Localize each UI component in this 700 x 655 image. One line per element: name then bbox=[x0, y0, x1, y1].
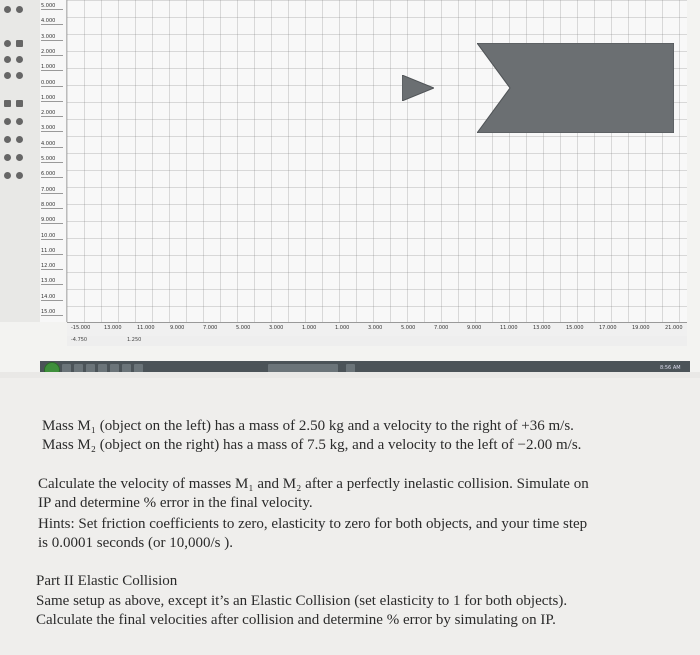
tool-icon[interactable] bbox=[4, 72, 11, 79]
taskbar-button[interactable] bbox=[74, 364, 83, 372]
ruler-tick-label: -15.000 bbox=[71, 325, 91, 331]
taskbar-button[interactable] bbox=[122, 364, 131, 372]
ruler-tick-label: 3.000 bbox=[41, 34, 63, 41]
tool-icon[interactable] bbox=[16, 56, 23, 63]
tool-icon[interactable] bbox=[4, 40, 11, 47]
tool-palette bbox=[0, 0, 41, 322]
ruler-tick-label: 3.000 bbox=[269, 325, 284, 331]
object-m1-triangle[interactable] bbox=[402, 75, 434, 101]
ruler-tick-label: 5.000 bbox=[236, 325, 251, 331]
taskbar-button[interactable] bbox=[62, 364, 71, 372]
ruler-tick-label: 10.00 bbox=[41, 233, 63, 240]
ruler-tick-label: 14.00 bbox=[41, 294, 63, 301]
ruler-tick-label: 9.000 bbox=[41, 217, 63, 224]
ruler-tick-label: 11.00 bbox=[41, 248, 63, 255]
workspace-grid[interactable] bbox=[67, 0, 687, 322]
ruler-tick-label: 15.00 bbox=[41, 309, 63, 316]
ruler-tick-label: 12.00 bbox=[41, 263, 63, 270]
ruler-tick-label: 5.000 bbox=[401, 325, 416, 331]
tool-icon[interactable] bbox=[4, 154, 11, 161]
ruler-tick-label: 19.000 bbox=[632, 325, 650, 331]
taskbar-button[interactable] bbox=[110, 364, 119, 372]
coordinate-readout bbox=[67, 336, 687, 346]
taskbar-app-icon[interactable] bbox=[346, 364, 355, 372]
tool-icon[interactable] bbox=[16, 40, 23, 47]
tool-icon[interactable] bbox=[16, 6, 23, 13]
horizontal-ruler bbox=[67, 322, 687, 337]
y-coordinate: 1.250 bbox=[127, 337, 142, 343]
ruler-tick-label: 11.000 bbox=[137, 325, 155, 331]
ruler-tick-label: 1.000 bbox=[302, 325, 317, 331]
ruler-tick-label: 4.000 bbox=[41, 18, 63, 25]
problem-line-m2: Mass M₂ (object on the right) has a mass of 7.5 kg, and a velocity to the left of −2.00 m/s. bbox=[42, 437, 582, 453]
ruler-tick-label: 9.000 bbox=[467, 325, 482, 331]
ruler-tick-label: 1.000 bbox=[335, 325, 350, 331]
taskbar-app-button[interactable] bbox=[268, 364, 338, 372]
x-coordinate: -4.750 bbox=[71, 337, 88, 343]
ruler-tick-label: 21.000 bbox=[665, 325, 683, 331]
ruler-tick-label: 13.00 bbox=[41, 278, 63, 285]
ruler-tick-label: 8.000 bbox=[41, 202, 63, 209]
ruler-tick-label: 4.000 bbox=[41, 141, 63, 148]
ruler-tick-label: 7.000 bbox=[434, 325, 449, 331]
tool-icon[interactable] bbox=[16, 72, 23, 79]
tool-icon[interactable] bbox=[4, 100, 11, 107]
taskbar-button[interactable] bbox=[86, 364, 95, 372]
tray-clock: 8:56 AM bbox=[660, 365, 681, 371]
tool-icon[interactable] bbox=[16, 136, 23, 143]
ruler-tick-label: 17.000 bbox=[599, 325, 617, 331]
ruler-tick-label: 7.000 bbox=[203, 325, 218, 331]
taskbar-button[interactable] bbox=[98, 364, 107, 372]
ruler-tick-label: 0.000 bbox=[41, 80, 63, 87]
ruler-tick-label: 3.000 bbox=[368, 325, 383, 331]
start-button[interactable] bbox=[44, 362, 60, 372]
problem-hint-line2: is 0.0001 seconds (or 10,000/s ). bbox=[38, 535, 233, 551]
vertical-ruler bbox=[40, 0, 67, 322]
part2-line1: Same setup as above, except it’s an Elastic Collision (set elasticity to 1 for both objects). bbox=[36, 593, 568, 609]
tool-icon[interactable] bbox=[4, 136, 11, 143]
problem-hint-line1: Hints: Set friction coefficients to zero, elasticity to zero for both objects, and your time step bbox=[38, 516, 588, 532]
ruler-tick-label: 2.000 bbox=[41, 110, 63, 117]
tool-icon[interactable] bbox=[4, 6, 11, 13]
ruler-tick-label: 11.000 bbox=[500, 325, 518, 331]
ruler-tick-label: 7.000 bbox=[41, 187, 63, 194]
problem-task-line1: Calculate the velocity of masses M₁ and M₂ after a perfectly inelastic collision. Simulate on bbox=[38, 476, 589, 492]
ruler-tick-label: 15.000 bbox=[566, 325, 584, 331]
taskbar bbox=[40, 361, 690, 372]
part2-line2: Calculate the final velocities after collision and determine % error by simulating on IP. bbox=[36, 612, 556, 628]
tool-icon[interactable] bbox=[4, 172, 11, 179]
ruler-tick-label: 2.000 bbox=[41, 49, 63, 56]
ruler-tick-label: 1.000 bbox=[41, 95, 63, 102]
tool-icon[interactable] bbox=[4, 118, 11, 125]
ruler-tick-label: 3.000 bbox=[41, 125, 63, 132]
ruler-tick-label: 6.000 bbox=[41, 171, 63, 178]
ruler-tick-label: 13.000 bbox=[533, 325, 551, 331]
object-m2-block[interactable] bbox=[477, 43, 674, 133]
problem-line-m1: Mass M₁ (object on the left) has a mass of 2.50 kg and a velocity to the right of +36 m/s. bbox=[42, 418, 574, 434]
ruler-tick-label: 1.000 bbox=[41, 64, 63, 71]
problem-task-line2: IP and determine % error in the final velocity. bbox=[38, 495, 313, 511]
tool-icon[interactable] bbox=[4, 56, 11, 63]
tool-icon[interactable] bbox=[16, 100, 23, 107]
ruler-tick-label: 13.000 bbox=[104, 325, 122, 331]
taskbar-button[interactable] bbox=[134, 364, 143, 372]
tool-icon[interactable] bbox=[16, 118, 23, 125]
ruler-tick-label: 9.000 bbox=[170, 325, 185, 331]
tool-icon[interactable] bbox=[16, 154, 23, 161]
ruler-tick-label: 5.000 bbox=[41, 156, 63, 163]
part2-title: Part II Elastic Collision bbox=[36, 573, 178, 589]
ruler-tick-label: 5.000 bbox=[41, 3, 63, 10]
tool-icon[interactable] bbox=[16, 172, 23, 179]
